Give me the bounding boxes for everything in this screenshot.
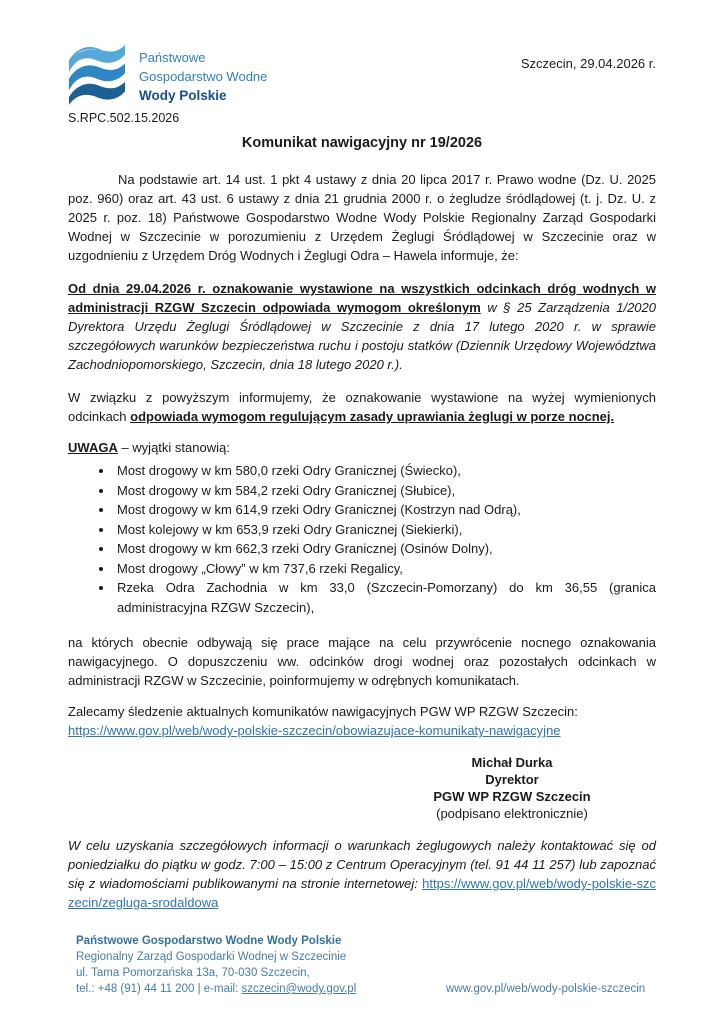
- paragraph-legal-basis: Na podstawie art. 14 ust. 1 pkt 4 ustawy z dnia 20 lipca 2017 r. Prawo wodne (Dz. U. 2025 poz. 960) oraz art. 43 ust. 6 ustawy z dnia 21 grudnia 2000 r. o żegludze śródlądowej (t. j. Dz. U. z 2025 r. poz. 18) Państwowe Gospodarstwo Wodne Wody Polskie Regionalny Zarząd Gospodarki Wodnej w Szczecinie w porozumieniu z Urzędem Żeglugi Śródlądowej w Szczecinie oraz w uzgodnieniu z Urzędem Dróg Wodnych i Żeglugi Odra – Hawela informuje, że:: [68, 172, 656, 263]
- exception-item: • Most drogowy w km 662,3 rzeki Odry Granicznej (Osinów Dolny),: [114, 539, 656, 559]
- exception-item: • Rzeka Odra Zachodnia w km 33,0 (Szczecin-Pomorzany) do km 36,55 (granica administracyjna RZGW Szczecin),: [114, 578, 656, 617]
- footer-phone: tel.: +48 (91) 44 11 200 | e-mail:: [76, 983, 242, 995]
- night-navigation-bold-text: odpowiada wymogom regulującym zasady uprawiania żeglugi w porze nocnej.: [130, 409, 615, 424]
- exception-item: • Most drogowy w km 580,0 rzeki Odry Granicznej (Świecko),: [114, 461, 656, 481]
- signature-note: (podpisano elektronicznie): [436, 806, 588, 821]
- follow-updates-text: Zalecamy śledzenie aktualnych komunikatów nawigacyjnych PGW WP RZGW Szczecin:: [68, 704, 578, 719]
- wody-polskie-logo: [68, 42, 267, 106]
- exception-item: • Most drogowy w km 614,9 rzeki Odry Granicznej (Kostrzyn nad Odrą),: [114, 500, 656, 520]
- signatory-name: Michał Durka: [471, 755, 553, 770]
- announcement-italic-text: w § 25 Zarządzenia 1/2020 Dyrektora Urzędu Żeglugi Śródlądowej w Szczecinie z dnia 17 lutego 2020 r. w sprawie szczegółowych warunków bezpieczeństwa ruchu i postoju statków (Dziennik Urzędowy Województwa Zachodniopomorskiego, Szczecin, dnia 18 lutego 2020 r.).: [68, 300, 656, 372]
- logo-text: [139, 42, 267, 105]
- uwaga-rest: – wyjątki stanowią:: [117, 440, 230, 455]
- zegluga-srodladowa-link[interactable]: https://www.gov.pl/web/wody-polskie-szczecin/zegluga-srodaldowa: [68, 876, 656, 910]
- komunikaty-nawigacyjne-link[interactable]: https://www.gov.pl/web/wody-polskie-szczecin/obowiazujace-komunikaty-nawigacyjne: [68, 723, 561, 738]
- footer-contact-row: [76, 981, 648, 997]
- uwaga-label: UWAGA: [68, 440, 118, 455]
- signature-block: [362, 754, 662, 822]
- logo-line-2: Gospodarstwo Wodne: [139, 69, 268, 84]
- footer-org-name: Państwowe Gospodarstwo Wodne Wody Polskie: [76, 935, 342, 947]
- uwaga-heading: [68, 438, 656, 457]
- logo-line-3: Wody Polskie: [139, 88, 227, 103]
- exception-item: • Most drogowy w km 584,2 rzeki Odry Granicznej (Słubice),: [114, 481, 656, 501]
- page-title: Komunikat nawigacyjny nr 19/2026: [241, 135, 483, 151]
- footer: [76, 933, 648, 997]
- night-navigation-text: W związku z powyższym informujemy, że oznakowanie wystawione na wyżej wymienionych odcinkach: [68, 390, 656, 424]
- logo-line-1: Państwowe: [139, 50, 206, 65]
- contact-info-text: W celu uzyskania szczegółowych informacji o warunkach żeglugowych należy kontaktować się od poniedziałku do piątku w godz. 7:00 – 15:00 z Centrum Operacyjnym (tel. 91 44 11 257) lub zapoznać się z wiadomościami publikowanymi na stronie internetowej:: [68, 838, 656, 891]
- reference-number: S.RPC.502.15.2026: [68, 111, 180, 125]
- paragraph-announcement: [68, 279, 656, 374]
- announcement-bold-text: Od dnia 29.04.2026 r. oznakowanie wystawione na wszystkich odcinkach dróg wodnych w administracji RZGW Szczecin odpowiada wymogom określonym: [68, 281, 656, 315]
- exceptions-list: [68, 461, 656, 617]
- footer-website: www.gov.pl/web/wody-polskie-szczecin: [446, 983, 646, 995]
- signatory-organization: PGW WP RZGW Szczecin: [433, 789, 591, 804]
- exception-item: • Most drogowy „Cłowy” w km 737,6 rzeki Regalicy,: [114, 559, 656, 579]
- letterhead: [68, 42, 656, 106]
- paragraph-contact-info: [68, 836, 656, 912]
- document-date: Szczecin, 29.04.2026 r.: [520, 56, 656, 71]
- footer-org-branch: Regionalny Zarząd Gospodarki Wodnej w Szczecinie: [76, 951, 347, 963]
- footer-email-link[interactable]: szczecin@wody.gov.pl: [241, 983, 357, 995]
- waves-logo-icon: [68, 42, 126, 106]
- paragraph-night-navigation: [68, 388, 656, 426]
- paragraph-works: na których obecnie odbywają się prace mające na celu przywrócenie nocnego oznakowania nawigacyjnego. O dopuszczeniu ww. odcinków drogi wodnej oraz pozostałych odcinkach w administracji RZGW w Szczecinie, poinformujemy w odrębnych komunikatach.: [68, 635, 656, 688]
- footer-address: ul. Tama Pomorzańska 13a, 70-030 Szczecin,: [76, 967, 310, 979]
- paragraph-follow-updates: [68, 702, 656, 740]
- signatory-title: Dyrektor: [485, 772, 539, 787]
- exception-item: • Most kolejowy w km 653,9 rzeki Odry Granicznej (Siekierki),: [114, 520, 656, 540]
